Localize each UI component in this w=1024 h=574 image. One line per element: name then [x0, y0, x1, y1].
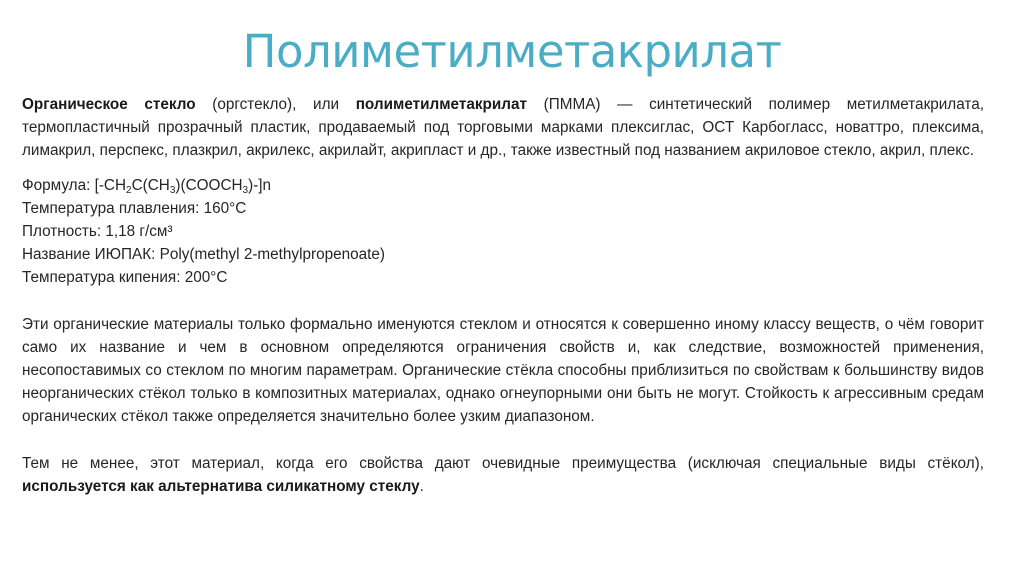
usage-end: . [419, 477, 424, 495]
formula-subscript: 3 [242, 184, 249, 196]
properties-paragraph: Эти органические материалы только формально именуются стеклом и относятся к совершенно иному классу веществ, о чём говорит само их название и чем в основном определяются ограничения свойств и, как следствие, возможностей применения, несопоставимых со стеклом по многим параметрам. Органические стёкла способны приблизиться по свойствам к большинству видов неорганических стёкол только в композитных материалах, однако огнеупорными они быть не могут. Стойкость к агрессивным средам органических стёкол также определяется значительно более узким диапазоном. [22, 315, 984, 426]
slide-title: Полиметилметакрилат [242, 25, 782, 78]
intro-text-2: (ПММА) — синтетический полимер метилметакрилата, термопластичный прозрачный пластик, продаваемый под торговыми марками плексиглас, ОСТ Карбогласс, новаттро, плексима, лимакрил, перспекс, плазкрил, акрилекс, акрилайт, акрипласт и др., также известный под названием акриловое стекло, акрил, плекс. [22, 96, 984, 160]
density-line: Плотность: 1,18 г/см³ [22, 223, 173, 241]
iupac-name-line: Название ИЮПАК: Poly(methyl 2-methylpropenoate) [22, 246, 385, 264]
formula-part: C(CH [131, 176, 170, 194]
intro-text-1: (оргстекло), или [195, 96, 356, 113]
intro-paragraph [22, 93, 984, 163]
boiling-point-line: Температура кипения: 200°C [22, 269, 228, 287]
formula-line [22, 174, 984, 197]
formula-subscript: 2 [126, 184, 132, 196]
slide-content [22, 93, 984, 498]
formula-label: Формула: [22, 176, 95, 194]
formula-part: )-]n [248, 176, 272, 194]
term-pmma: полиметилметакрилат [355, 96, 527, 113]
usage-text: Тем не менее, этот материал, когда его свойства дают очевидные преимущества (исключая специальные виды стёкол), [22, 454, 984, 472]
formula-part: [-CH [94, 176, 127, 194]
usage-highlight: используется как альтернатива силикатному стеклу [22, 477, 420, 495]
formula-subscript: 3 [169, 184, 176, 196]
properties-list [22, 174, 984, 290]
melting-point-line: Температура плавления: 160°C [22, 199, 247, 217]
formula-part: )(COOCH [175, 176, 243, 194]
usage-paragraph [22, 452, 984, 498]
term-organic-glass: Органическое стекло [22, 96, 196, 113]
